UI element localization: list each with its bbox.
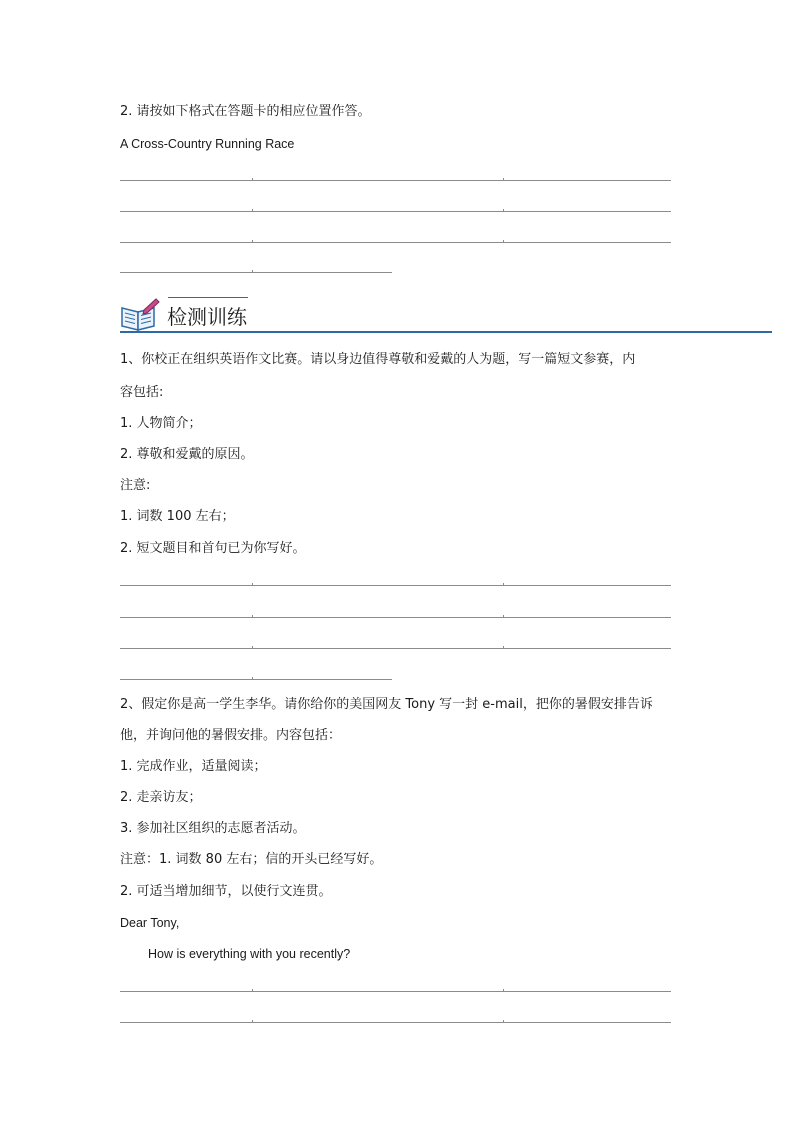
answer-line: [120, 242, 671, 243]
task1-note-1: 1. 词数 100 左右；: [120, 509, 235, 524]
answer-line: [120, 679, 392, 680]
task1-note-label: 注意:: [120, 478, 151, 493]
section-overline: [168, 297, 248, 298]
task2-point-2: 2. 走亲访友；: [120, 790, 202, 805]
answer-line: [120, 648, 671, 649]
answer-line: [120, 991, 671, 992]
task1-point-2: 2. 尊敬和爱戴的原因。: [120, 447, 254, 462]
instruction-text: 2. 请按如下格式在答题卡的相应位置作答。: [120, 104, 371, 119]
answer-line: [120, 180, 671, 181]
task2-point-1: 1. 完成作业，适量阅读；: [120, 759, 267, 774]
section-divider: [120, 331, 772, 333]
task1-note-2: 2. 短文题目和首句已为你写好。: [120, 541, 306, 556]
task1-point-1: 1. 人物简介；: [120, 416, 202, 431]
letter-salutation: Dear Tony,: [120, 916, 180, 930]
task2-prompt-line2: 他，并询问他的暑假安排。内容包括：: [120, 728, 342, 743]
task1-prompt-line1: 1、你校正在组织英语作文比赛。请以身边值得尊敬和爱戴的人为题，写一篇短文参赛，内: [120, 352, 636, 367]
task2-note-1: 注意：1. 词数 80 左右；信的开头已经写好。: [120, 852, 383, 867]
answer-line: [120, 585, 671, 586]
book-pen-icon: [120, 298, 160, 332]
task2-point-3: 3. 参加社区组织的志愿者活动。: [120, 821, 306, 836]
essay-title: A Cross-Country Running Race: [120, 137, 295, 151]
task2-prompt-line1: 2、假定你是高一学生李华。请你给你的美国网友 Tony 写一封 e-mail，把你的暑假安排告诉: [120, 697, 653, 712]
answer-line: [120, 211, 671, 212]
letter-opening: How is everything with you recently?: [148, 947, 351, 961]
answer-line: [120, 617, 671, 618]
answer-line: [120, 1022, 671, 1023]
task1-prompt-line2: 容包括:: [120, 385, 164, 400]
section-title: 检测训练: [167, 305, 247, 329]
answer-line: [120, 272, 392, 273]
task2-note-2: 2. 可适当增加细节，以使行文连贯。: [120, 884, 332, 899]
